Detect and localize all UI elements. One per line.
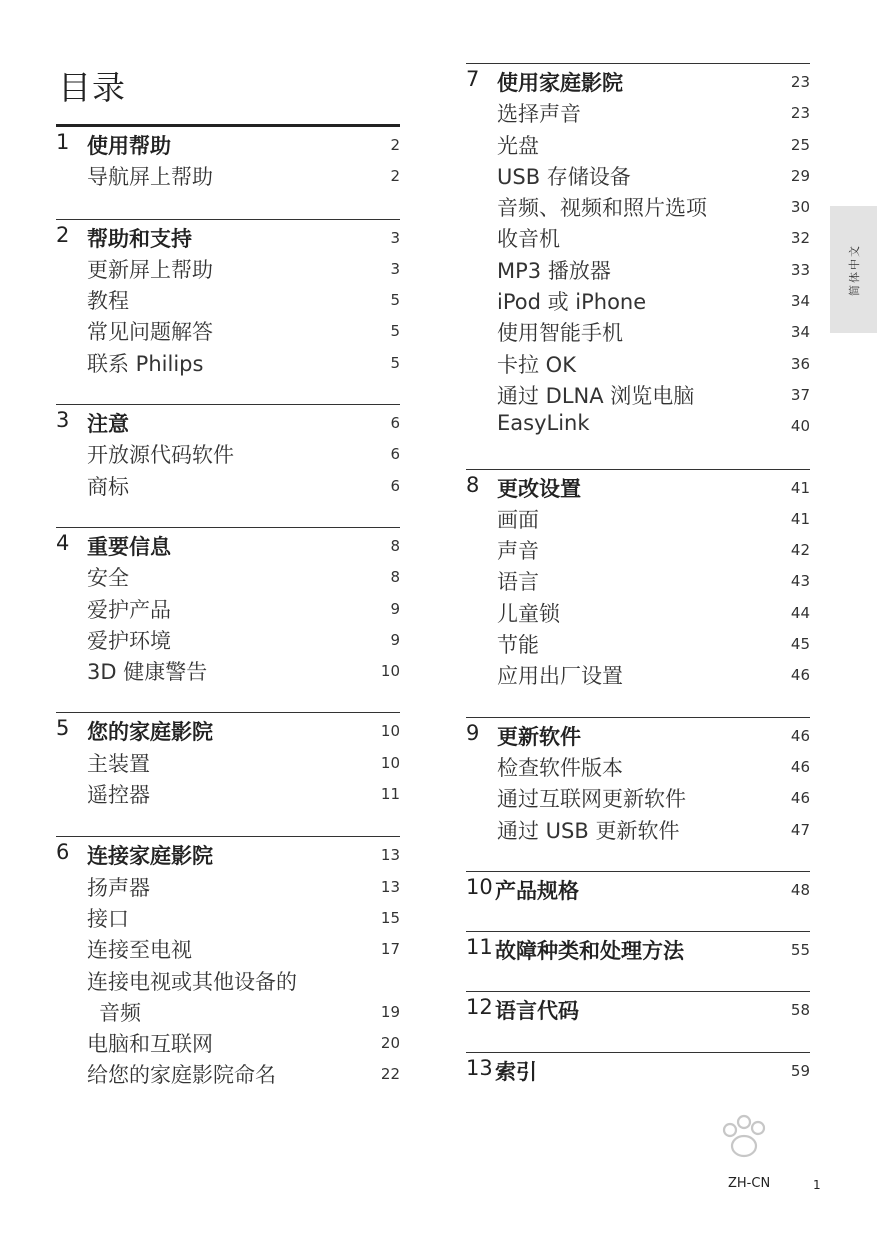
subsection-title: 音频、视频和照片选项 <box>497 196 707 221</box>
subsection-page-number: 34 <box>790 292 810 311</box>
chapter-page-number: 6 <box>390 414 400 433</box>
subsection-page-number: 43 <box>790 572 810 591</box>
toc-subsection-entry[interactable] <box>56 869 400 900</box>
toc-subsection-entry[interactable] <box>56 776 400 807</box>
toc-subsection-entry[interactable] <box>466 314 810 345</box>
toc-chapter-entry[interactable] <box>466 1053 810 1084</box>
subsection-title: 商标 <box>87 474 129 499</box>
subsection-title: 音频 <box>99 1000 141 1025</box>
chapter-page-number: 46 <box>790 726 810 745</box>
chapter-page-number: 41 <box>790 478 810 497</box>
subsection-title: 爱护环境 <box>87 628 171 653</box>
subsection-title: 光盘 <box>497 133 539 158</box>
subsection-title: 主装置 <box>87 751 150 776</box>
toc-section <box>466 717 810 843</box>
toc-subsection-entry[interactable] <box>466 501 810 532</box>
toc-subsection-entry[interactable] <box>56 158 400 189</box>
subsection-title: 开放源代码软件 <box>87 443 234 468</box>
toc-subsection-entry[interactable] <box>56 963 400 994</box>
subsection-page-number: 22 <box>380 1065 400 1084</box>
toc-section <box>56 124 400 190</box>
chapter-title: 帮助和支持 <box>87 226 192 251</box>
subsection-page-number: 2 <box>390 167 400 186</box>
toc-subsection-entry[interactable] <box>466 158 810 189</box>
chapter-number: 6 <box>56 840 70 865</box>
chapter-number: 3 <box>56 408 70 433</box>
toc-section <box>466 469 810 689</box>
toc-chapter-entry[interactable] <box>466 932 810 963</box>
toc-section <box>56 527 400 684</box>
toc-subsection-entry[interactable] <box>466 189 810 220</box>
subsection-page-number: 36 <box>790 354 810 373</box>
toc-right-column <box>466 63 810 1084</box>
toc-subsection-entry[interactable] <box>466 812 810 843</box>
subsection-title: iPod 或 iPhone <box>497 290 647 315</box>
toc-chapter-entry[interactable] <box>466 872 810 903</box>
toc-subsection-entry[interactable] <box>56 745 400 776</box>
subsection-page-number: 8 <box>390 568 400 587</box>
subsection-title: MP3 播放器 <box>497 258 611 283</box>
toc-chapter-entry[interactable] <box>466 470 810 501</box>
chapter-title: 注意 <box>87 412 129 437</box>
subsection-title: 扬声器 <box>87 875 150 900</box>
toc-subsection-entry[interactable] <box>56 900 400 931</box>
toc-subsection-entry[interactable] <box>56 345 400 376</box>
toc-section <box>56 219 400 376</box>
subsection-page-number: 9 <box>390 630 400 649</box>
toc-subsection-entry[interactable] <box>466 408 810 439</box>
subsection-title: 遥控器 <box>87 783 150 808</box>
subsection-page-number: 40 <box>790 417 810 436</box>
chapter-page-number: 8 <box>390 536 400 555</box>
subsection-page-number: 3 <box>390 259 400 278</box>
toc-subsection-entry[interactable] <box>56 994 400 1025</box>
side-tab-label: 简体中文 <box>847 243 861 296</box>
subsection-title: 3D 健康警告 <box>87 660 208 685</box>
toc-chapter-entry[interactable] <box>466 992 810 1023</box>
toc-section <box>466 991 810 1023</box>
subsection-page-number: 19 <box>380 1002 400 1021</box>
toc-subsection-entry[interactable] <box>466 346 810 377</box>
toc-subsection-entry[interactable] <box>466 95 810 126</box>
baidu-watermark-logo <box>618 1108 828 1208</box>
toc-subsection-entry[interactable] <box>56 251 400 282</box>
toc-section <box>466 63 810 440</box>
toc-subsection-entry[interactable] <box>466 532 810 563</box>
chapter-page-number: 48 <box>790 880 810 899</box>
subsection-title: 电脑和互联网 <box>87 1032 213 1057</box>
subsection-title: USB 存储设备 <box>497 164 631 189</box>
chapter-page-number: 23 <box>790 73 810 91</box>
chapter-number: 11 <box>466 935 493 960</box>
toc-section <box>56 712 400 807</box>
subsection-page-number: 47 <box>790 820 810 839</box>
chapter-number: 13 <box>466 1055 493 1080</box>
chapter-title: 更新软件 <box>497 724 581 749</box>
subsection-title: EasyLink <box>497 411 590 436</box>
subsection-title: 选择声音 <box>497 102 581 127</box>
subsection-title: 联系 Philips <box>87 351 204 376</box>
toc-chapter-entry[interactable] <box>56 405 400 436</box>
subsection-page-number: 13 <box>380 877 400 896</box>
subsection-title: 通过互联网更新软件 <box>497 787 686 812</box>
subsection-page-number: 25 <box>790 135 810 154</box>
toc-subsection-entry[interactable] <box>466 563 810 594</box>
subsection-title: 通过 DLNA 浏览电脑 <box>497 383 695 408</box>
chapter-title: 更改设置 <box>497 476 581 501</box>
chapter-number: 2 <box>56 222 70 247</box>
chapter-title: 产品规格 <box>495 878 579 903</box>
subsection-page-number: 10 <box>380 753 400 772</box>
subsection-title: 应用出厂设置 <box>497 664 623 689</box>
subsection-page-number: 9 <box>390 599 400 618</box>
subsection-page-number: 41 <box>790 509 810 528</box>
chapter-title: 使用家庭影院 <box>497 71 623 95</box>
toc-section <box>56 836 400 1087</box>
toc-chapter-entry[interactable] <box>56 837 400 868</box>
subsection-title: 教程 <box>87 289 129 314</box>
chapter-title: 故障种类和处理方法 <box>495 939 684 964</box>
chapter-page-number: 59 <box>790 1061 810 1080</box>
subsection-title: 更新屏上帮助 <box>87 257 213 282</box>
subsection-title: 收音机 <box>497 227 560 252</box>
chapter-page-number: 58 <box>790 1001 810 1020</box>
chapter-number: 12 <box>466 995 493 1020</box>
subsection-title: 接口 <box>87 906 129 931</box>
toc-subsection-entry[interactable] <box>56 653 400 684</box>
toc-subsection-entry[interactable] <box>466 595 810 626</box>
subsection-page-number: 37 <box>790 385 810 404</box>
toc-section <box>466 871 810 903</box>
chapter-title: 使用帮助 <box>87 134 171 158</box>
subsection-page-number: 30 <box>790 198 810 217</box>
toc-chapter-entry[interactable] <box>56 713 400 744</box>
subsection-page-number: 10 <box>380 662 400 681</box>
chapter-page-number: 55 <box>790 941 810 960</box>
toc-section <box>466 931 810 963</box>
subsection-page-number: 42 <box>790 541 810 560</box>
subsection-page-number: 23 <box>790 104 810 123</box>
subsection-page-number: 29 <box>790 166 810 185</box>
chapter-number: 10 <box>466 874 493 899</box>
subsection-page-number: 34 <box>790 323 810 342</box>
chapter-number: 1 <box>56 130 70 154</box>
toc-subsection-entry[interactable] <box>466 252 810 283</box>
subsection-page-number: 46 <box>790 757 810 776</box>
toc-chapter-entry[interactable] <box>56 127 400 158</box>
subsection-title: 给您的家庭影院命名 <box>87 1063 276 1088</box>
subsection-title: 连接至电视 <box>87 938 192 963</box>
chapter-number: 4 <box>56 530 70 555</box>
subsection-page-number: 5 <box>390 291 400 310</box>
footer-language-code: ZH-CN <box>728 1176 771 1191</box>
toc-subsection-entry[interactable] <box>56 313 400 344</box>
language-side-tab <box>830 206 877 333</box>
chapter-page-number: 3 <box>390 228 400 247</box>
chapter-number: 5 <box>56 716 70 741</box>
subsection-title: 语言 <box>497 570 539 595</box>
toc-subsection-entry[interactable] <box>56 436 400 467</box>
subsection-page-number: 20 <box>380 1034 400 1053</box>
toc-subsection-entry[interactable] <box>466 780 810 811</box>
subsection-title: 画面 <box>497 507 539 532</box>
toc-section <box>466 1052 810 1084</box>
toc-subsection-entry[interactable] <box>466 127 810 158</box>
toc-subsection-entry[interactable] <box>466 283 810 314</box>
chapter-page-number: 2 <box>390 136 400 154</box>
subsection-page-number: 11 <box>380 785 400 804</box>
subsection-page-number: 15 <box>380 908 400 927</box>
toc-section <box>56 404 400 499</box>
subsection-title: 爱护产品 <box>87 597 171 622</box>
subsection-title: 检查软件版本 <box>497 755 623 780</box>
subsection-page-number: 17 <box>380 940 400 959</box>
chapter-title: 您的家庭影院 <box>87 720 213 745</box>
footer-page-number: 1 <box>813 1178 821 1192</box>
toc-subsection-entry[interactable] <box>56 622 400 653</box>
toc-chapter-entry[interactable] <box>56 528 400 559</box>
toc-subsection-entry[interactable] <box>56 931 400 962</box>
chapter-number: 9 <box>466 720 480 745</box>
toc-subsection-entry[interactable] <box>466 377 810 408</box>
subsection-page-number: 5 <box>390 322 400 341</box>
subsection-page-number: 33 <box>790 260 810 279</box>
subsection-title: 常见问题解答 <box>87 320 213 345</box>
subsection-page-number: 44 <box>790 603 810 622</box>
toc-subsection-entry[interactable] <box>56 559 400 590</box>
toc-subsection-entry[interactable] <box>466 749 810 780</box>
subsection-title: 通过 USB 更新软件 <box>497 818 680 843</box>
chapter-title: 索引 <box>495 1059 537 1084</box>
toc-subsection-entry[interactable] <box>466 657 810 688</box>
subsection-title: 导航屏上帮助 <box>87 165 213 190</box>
subsection-title: 连接电视或其他设备的 <box>87 969 297 994</box>
subsection-page-number: 45 <box>790 635 810 654</box>
toc-left-column <box>56 124 400 1088</box>
toc-subsection-entry[interactable] <box>56 468 400 499</box>
subsection-title: 使用智能手机 <box>497 321 623 346</box>
subsection-page-number: 6 <box>390 445 400 464</box>
toc-subsection-entry[interactable] <box>56 282 400 313</box>
chapter-title: 语言代码 <box>495 999 579 1024</box>
subsection-page-number: 5 <box>390 353 400 372</box>
page-title: 目录 <box>58 68 126 107</box>
subsection-title: 卡拉 OK <box>497 352 576 377</box>
chapter-page-number: 13 <box>380 846 400 865</box>
toc-chapter-entry[interactable] <box>56 220 400 251</box>
chapter-title: 重要信息 <box>87 534 171 559</box>
subsection-title: 声音 <box>497 539 539 564</box>
chapter-page-number: 10 <box>380 722 400 741</box>
toc-subsection-entry[interactable] <box>56 1056 400 1087</box>
toc-subsection-entry[interactable] <box>56 1025 400 1056</box>
chapter-title: 连接家庭影院 <box>87 844 213 869</box>
chapter-number: 7 <box>466 67 480 91</box>
subsection-page-number: 46 <box>790 666 810 685</box>
subsection-title: 安全 <box>87 566 129 591</box>
toc-subsection-entry[interactable] <box>466 626 810 657</box>
subsection-title: 儿童锁 <box>497 601 560 626</box>
chapter-number: 8 <box>466 472 480 497</box>
subsection-page-number: 6 <box>390 476 400 495</box>
toc-chapter-entry[interactable] <box>466 718 810 749</box>
subsection-page-number: 32 <box>790 229 810 248</box>
toc-subsection-entry[interactable] <box>56 591 400 622</box>
subsection-page-number: 46 <box>790 789 810 808</box>
toc-chapter-entry[interactable] <box>466 64 810 95</box>
subsection-title: 节能 <box>497 633 539 658</box>
toc-subsection-entry[interactable] <box>466 220 810 251</box>
